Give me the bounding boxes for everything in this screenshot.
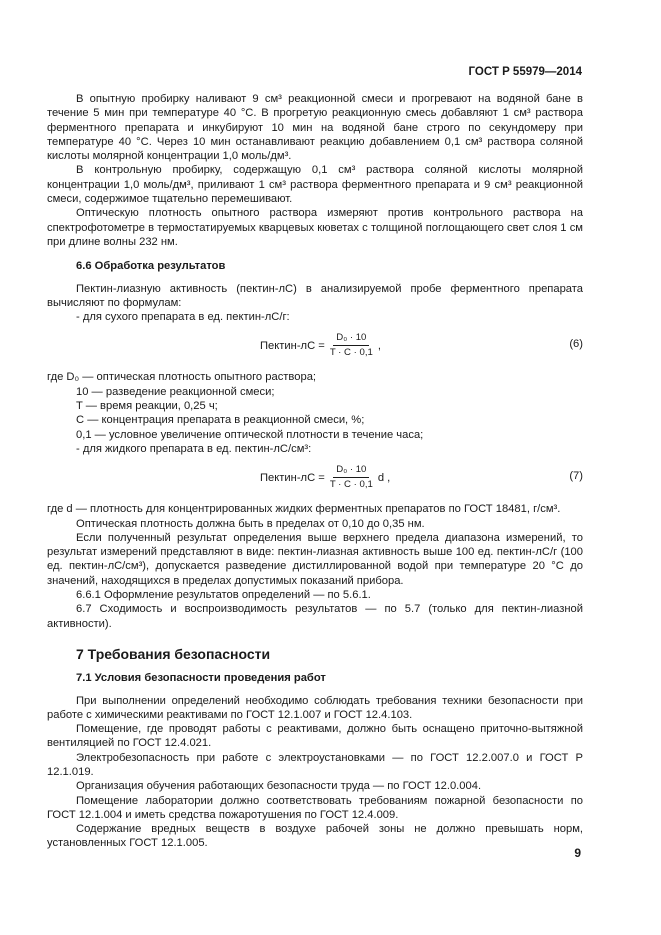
where-d0: где D₀ — оптическая плотность опытного раствора; bbox=[47, 371, 317, 384]
where-density: где d — плотность для концентрированных жидких ферментных препаратов по ГОСТ 18481, г/см³. bbox=[47, 503, 561, 516]
section-heading-6-6: 6.6 Обработка результатов bbox=[76, 260, 226, 273]
formula-7-lhs: Пектин-лС = bbox=[260, 471, 325, 484]
formula-7-denominator: T · C · 0,1 bbox=[329, 479, 373, 491]
list-item-liquid-preparation: - для жидкого препарата в ед. пектин-лС/см³: bbox=[76, 442, 312, 455]
paragraph-air-quality: Содержание вредных веществ в воздухе рабочей зоны не должно превышать норм, установленных ГОСТ 12.1.005. bbox=[47, 823, 583, 850]
formula-7-number: (7) bbox=[569, 470, 583, 483]
legend-increase: 0,1 — условное увеличение оптической плотности в течение часа; bbox=[76, 428, 424, 441]
formula-7-suffix: d , bbox=[377, 471, 391, 484]
formula-6-lhs: Пектин-лС = bbox=[260, 339, 325, 352]
paragraph-out-of-range: Если полученный результат определения выше верхнего предела диапазона измерений, то результат измерений представляют в виде: пектин-лиазная активность выше 100 ед. пектин-лС/г (100 ед. пектин-лС/см³), допускается разведение дистиллированной водой при температуре 20 °С до значений, находящихся в пределах допустимых показаний прибора. bbox=[47, 531, 583, 587]
legend-concentration: C — концентрация препарата в реакционной смеси, %; bbox=[76, 414, 365, 427]
paragraph-ventilation: Помещение, где проводят работы с реактивами, должно быть оснащено приточно-вытяжной вентиляцией по ГОСТ 12.4.021. bbox=[47, 723, 583, 750]
paragraph-optical-density: Оптическую плотность опытного раствора измеряют против контрольного раствора на спектрофотометре в термостатируемых кварцевых кюветах с толщиной поглощающего свет слоя 1 см при длине волны 232 нм. bbox=[47, 207, 583, 248]
paragraph-control-tube: В контрольную пробирку, содержащую 0,1 см³ раствора соляной кислоты молярной концентрации 1,0 моль/дм³, приливают 1 см³ раствора ферментного препарата и 9 см³ реакционной смеси, содержимое тщательно перемешивают. bbox=[47, 164, 583, 206]
paragraph-safety-chemicals: При выполнении определений необходимо соблюдать требования техники безопасности при работе с химическими реактивами по ГОСТ 12.1.007 и ГОСТ 12.4.103. bbox=[47, 694, 583, 721]
paragraph-training: Организация обучения работающих безопасности труда — по ГОСТ 12.0.004. bbox=[76, 780, 482, 793]
formula-6-numerator: D₀ · 10 bbox=[333, 332, 369, 346]
formula-6-fraction bbox=[327, 332, 376, 359]
formula-6 bbox=[47, 326, 583, 366]
paragraph-6-6-1: 6.6.1 Оформление результатов определений — по 5.6.1. bbox=[76, 589, 371, 602]
formula-6-suffix: , bbox=[377, 339, 381, 352]
legend-dilution: 10 — разведение реакционной смеси; bbox=[76, 385, 275, 398]
paragraph-6-7: 6.7 Сходимость и воспроизводимость результатов — по 5.7 (только для пектин-лиазной активности). bbox=[47, 603, 583, 630]
paragraph-electrical-safety: Электробезопасность при работе с электроустановками — по ГОСТ 12.2.007.0 и ГОСТ Р 12.1.019. bbox=[47, 751, 583, 778]
page-content bbox=[47, 92, 583, 851]
formula-7-numerator: D₀ · 10 bbox=[333, 464, 369, 478]
section-heading-7-1: 7.1 Условия безопасности проведения работ bbox=[76, 672, 326, 685]
paragraph-sample-tube: В опытную пробирку наливают 9 см³ реакционной смеси и прогревают на водяной бане в течение 5 мин при температуре 40 °С. В прогретую реакционную смесь добавляют 1 см³ раствора ферментного препарата и инкубируют 10 мин на водяной бане строго по секундомеру при температуре 40 °С. Через 10 мин останавливают реакцию добавлением 0,1 см³ раствора соляной кислоты молярной концентрации 1,0 моль/дм³. bbox=[47, 93, 583, 163]
formula-6-denominator: T · C · 0,1 bbox=[329, 347, 373, 359]
page-number: 9 bbox=[574, 846, 581, 860]
paragraph-density-range: Оптическая плотность должна быть в пределах от 0,10 до 0,35 нм. bbox=[76, 517, 425, 530]
list-item-dry-preparation: - для сухого препарата в ед. пектин-лС/г: bbox=[76, 311, 290, 324]
formula-7-fraction bbox=[327, 464, 376, 491]
section-heading-7: 7 Требования безопасности bbox=[76, 645, 271, 662]
paragraph-fire-safety: Помещение лаборатории должно соответствовать требованиям пожарной безопасности по ГОСТ 12.1.004 и иметь средства пожаротушения по ГОСТ 12.4.009. bbox=[47, 794, 583, 821]
formula-6-number: (6) bbox=[569, 338, 583, 351]
formula-7 bbox=[47, 458, 583, 498]
legend-time: T — время реакции, 0,25 ч; bbox=[76, 400, 218, 413]
paragraph-activity-intro: Пектин-лиазную активность (пектин-лС) в анализируемой пробе ферментного препарата вычисляют по формулам: bbox=[47, 282, 583, 309]
standard-header: ГОСТ Р 55979—2014 bbox=[468, 66, 582, 78]
